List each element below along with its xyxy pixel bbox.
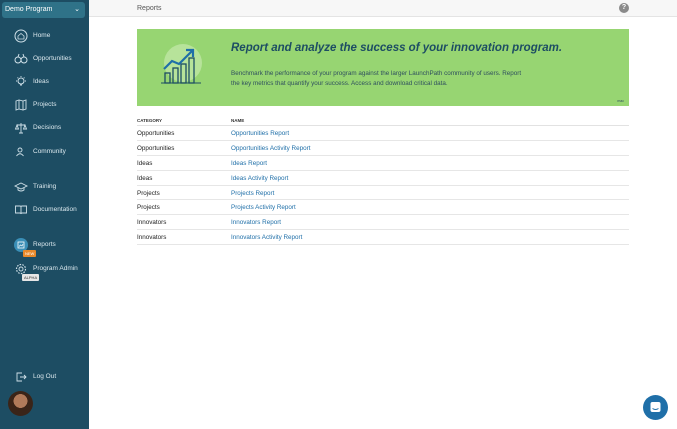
program-selector[interactable] (2, 2, 85, 18)
new-badge: NEW (25, 251, 35, 256)
binoculars-icon (14, 52, 28, 66)
banner-note: mac (617, 99, 624, 103)
table-row (137, 156, 629, 171)
report-link[interactable]: Ideas Activity Report (231, 174, 289, 182)
sidebar-item-label: Projects (33, 101, 57, 108)
page-title: Reports (137, 5, 162, 12)
top-bar (89, 0, 677, 17)
report-link[interactable]: Projects Report (231, 189, 275, 197)
sidebar-item-label: Ideas (33, 78, 49, 85)
alpha-badge: ALPHA (24, 275, 38, 280)
banner-headline: Report and analyze the success of your innovation program. (231, 42, 563, 54)
chat-button[interactable] (643, 395, 668, 420)
column-header-category: CATEGORY (137, 118, 163, 123)
sidebar-item-training[interactable] (0, 178, 89, 196)
logout-label: Log Out (33, 373, 57, 380)
report-link[interactable]: Innovators Activity Report (231, 234, 303, 242)
reports-table (137, 115, 629, 245)
logout-button[interactable] (0, 368, 89, 386)
table-row (137, 126, 629, 141)
row-category: Opportunities (137, 144, 175, 152)
chart-growth-icon (159, 43, 203, 87)
reports-banner (137, 29, 629, 106)
row-category: Innovators (137, 234, 167, 242)
avatar[interactable] (8, 391, 33, 416)
table-row (137, 141, 629, 156)
sidebar-item-label: Home (33, 32, 51, 39)
sidebar-item-ideas[interactable] (0, 73, 89, 91)
program-name: Demo Program (5, 6, 53, 13)
column-header-name: NAME (231, 118, 245, 123)
scales-icon (14, 121, 28, 135)
row-category: Projects (137, 189, 160, 197)
sidebar-item-community[interactable] (0, 143, 89, 161)
help-icon[interactable]: ? (619, 3, 629, 13)
row-category: Ideas (137, 174, 153, 182)
home-icon (14, 29, 28, 43)
report-link[interactable]: Opportunities Activity Report (231, 144, 311, 152)
sidebar-item-decisions[interactable] (0, 119, 89, 137)
table-header (137, 115, 629, 126)
sidebar-item-label: Decisions (33, 124, 62, 131)
sidebar (0, 0, 89, 429)
sidebar-item-home[interactable] (0, 27, 89, 45)
row-category: Ideas (137, 159, 153, 167)
banner-description: Benchmark the performance of your program against the larger LaunchPath community of users. Report the key metrics that quantify your success. Access and download critical data. (231, 70, 522, 87)
table-row (137, 186, 629, 201)
chat-icon (643, 395, 668, 420)
sidebar-item-label: Program Admin (33, 265, 78, 272)
row-category: Projects (137, 204, 160, 212)
sidebar-item-reports[interactable] (0, 236, 89, 254)
map-icon (14, 98, 28, 112)
book-icon (14, 203, 28, 217)
report-link[interactable]: Projects Activity Report (231, 204, 296, 212)
sidebar-item-label: Opportunities (33, 55, 72, 62)
sidebar-item-opportunities[interactable] (0, 50, 89, 68)
sidebar-item-program-admin[interactable] (0, 260, 89, 278)
row-category: Innovators (137, 219, 167, 227)
sidebar-item-documentation[interactable] (0, 201, 89, 219)
sidebar-item-label: Community (33, 148, 66, 155)
graduation-cap-icon (14, 180, 28, 194)
table-row (137, 215, 629, 230)
logout-icon (14, 370, 28, 384)
sidebar-item-label: Documentation (33, 206, 77, 213)
report-link[interactable]: Innovators Report (231, 219, 282, 227)
report-link[interactable]: Opportunities Report (231, 130, 290, 137)
lightbulb-icon (14, 75, 28, 89)
table-row (137, 230, 629, 245)
chevron-down-icon: ⌄ (74, 6, 80, 13)
row-category: Opportunities (137, 130, 175, 137)
table-row (137, 171, 629, 186)
report-link[interactable]: Ideas Report (231, 159, 268, 167)
table-row (137, 200, 629, 215)
people-icon (14, 145, 28, 159)
sidebar-item-label: Training (33, 183, 57, 190)
sidebar-item-label: Reports (33, 241, 56, 248)
sidebar-item-projects[interactable] (0, 96, 89, 114)
